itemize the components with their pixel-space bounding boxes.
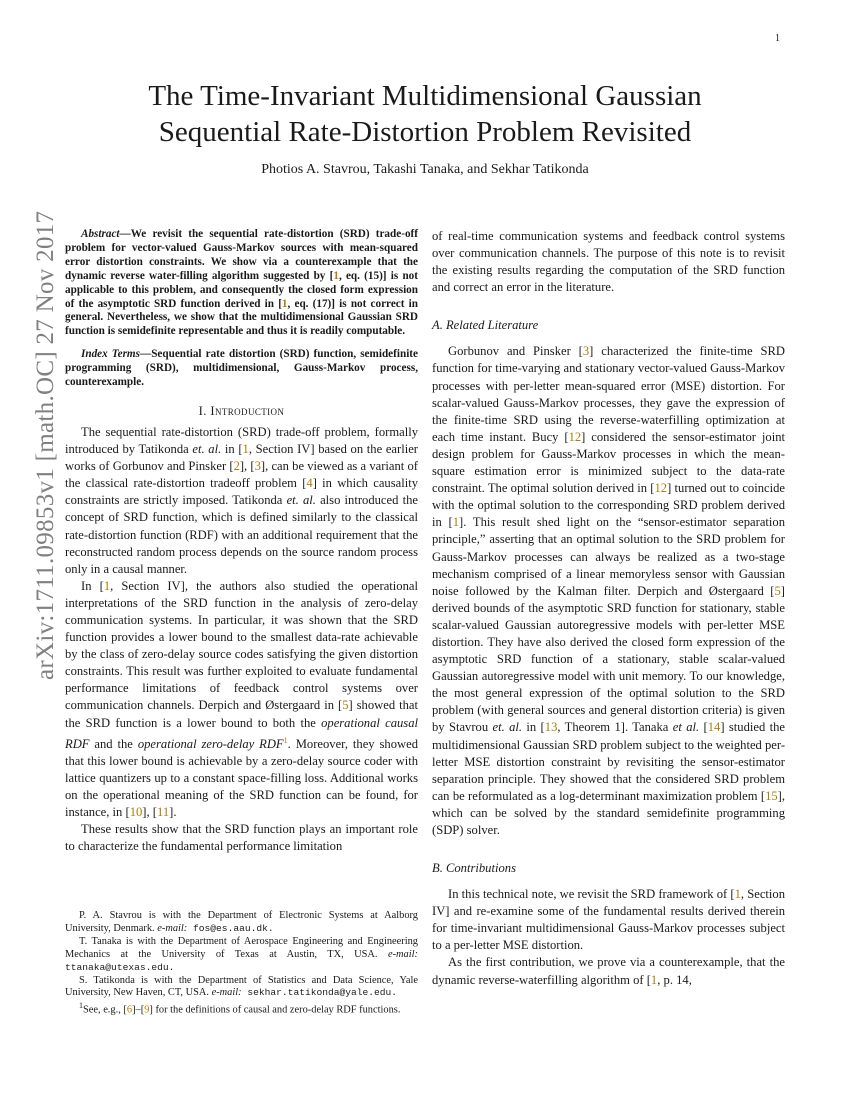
citation-link[interactable]: 13 xyxy=(544,720,558,735)
text-run: ], [ xyxy=(142,805,157,820)
text-run: ]. This result shed light on the “sensor-estimator separation principle,” asserting that an optimal solution to the SRD problem for Gauss-Markov processes can always be realized as a two-stage mechanism comprised of a linear memoryless sensor with Gaussian noise followed by the Kalman filter. Derpich and Østergaard [ xyxy=(432,515,786,598)
citation-link[interactable]: 5 xyxy=(342,698,349,713)
text-run: ] showed that the SRD function is a lower bound to both the xyxy=(65,698,418,730)
citation-link[interactable]: 4 xyxy=(306,476,313,491)
abstract-text: , eq. (17)] is not correct in general. Nevertheless, we show that the multidimensional Gaussian SRD function is semidefinite representable and thus it is readily computable. xyxy=(65,297,418,338)
contributions-paragraph-1 xyxy=(432,886,785,954)
emphasis: e-mail: xyxy=(211,987,242,999)
citation-link[interactable]: 6 xyxy=(126,1004,133,1016)
email-address: fos@es.aau.dk. xyxy=(187,922,274,934)
emphasis: et al. xyxy=(672,720,700,735)
text-run: The sequential rate-distortion (SRD) trade-off problem, formally introduced by Tatikonda xyxy=(65,424,418,457)
text-run: S. Tatikonda is with the Department of Statistics and Data Science, Yale University, New Haven, CT, USA. xyxy=(65,974,418,999)
footnote-affiliation-stavrou xyxy=(65,910,418,936)
subsection-title-contributions: B. Contributions xyxy=(432,861,516,876)
citation-link[interactable]: 14 xyxy=(707,720,721,735)
text-run: in [ xyxy=(221,442,243,457)
paper-title xyxy=(60,78,790,150)
index-terms xyxy=(65,348,418,390)
left-column xyxy=(65,228,418,856)
citation-link[interactable]: 3 xyxy=(582,344,590,359)
footnote-affiliation-tatikonda xyxy=(65,975,418,1001)
footnotes xyxy=(65,910,418,1018)
citation-link[interactable]: 3 xyxy=(254,459,261,474)
abstract-dash: — xyxy=(119,228,131,240)
citation-link[interactable]: 11 xyxy=(156,805,170,820)
text-run: As the first contribution, we prove via a counterexample, that the dynamic reverse-waterfilling algorithm of [ xyxy=(432,955,785,987)
text-run: also introduced the concept of SRD function, which is defined similarly to the classical rate-distortion function (RDF) with an additional requirement that the reconstructed random process depends on the source random process only in a causal manner. xyxy=(65,493,418,576)
citation-link[interactable]: 1 xyxy=(281,297,288,310)
text-run: ] in which causality constraints are strictly imposed. Tatikonda xyxy=(65,476,418,508)
citation-link[interactable]: 15 xyxy=(765,788,778,803)
intro-paragraph-3: These results show that the SRD function plays an important role to characterize the fundamental performance limitation xyxy=(65,822,418,854)
index-terms-text: —Sequential rate distortion (SRD) function, semidefinite programming (SRD), multidimensional, Gauss-Markov process, counterexample. xyxy=(65,348,418,389)
author-list: Photios A. Stavrou, Takashi Tanaka, and Sekhar Tatikonda xyxy=(261,162,589,177)
text-run: Gorbunov and Pinsker [ xyxy=(448,344,583,359)
citation-link[interactable]: 10 xyxy=(129,805,143,820)
text-run: ]–[ xyxy=(132,1004,145,1016)
text-run: ], can be viewed as a variant of the classical rate-distortion tradeoff problem [ xyxy=(65,459,418,491)
email-address: sekhar.tatikonda@yale.edu. xyxy=(241,987,398,999)
text-run: ] considered the sensor-estimator joint design problem for Gauss-Markov processes in which the mean-square estimation error is minimized subject to the data-rate constraint. The optimal solution derived in [ xyxy=(432,429,785,496)
emphasis: et. al. xyxy=(492,720,523,735)
citation-link[interactable]: 1 xyxy=(103,578,111,593)
text-run: T. Tanaka is with the Department of Aerospace Engineering and Engineering Mechanics at the University of Texas at Austin, TX, USA. xyxy=(65,935,418,960)
emphasis: operational causal RDF xyxy=(65,715,418,751)
citation-link[interactable]: 1 xyxy=(452,515,460,530)
citation-link[interactable]: 12 xyxy=(654,481,668,496)
text-run: ] for the definitions of causal and zero-delay RDF functions. xyxy=(149,1004,401,1016)
text-run: , Section IV] based on the earlier works of Gorbunov and Pinsker [ xyxy=(65,442,418,474)
intro-paragraph-2 xyxy=(65,578,418,822)
text-run: ] derived bounds of the asymptotic SRD function for stationary, stable scalar-valued Gaussian autoregressive models with per-letter MSE distortion. They have also derived the closed form expression of the asymptotic SRD function of a stationary, stable scalar-valued Gaussian autoregressive model with unit memory. To our knowledge, the most general expression of the optimal solution to the SRD problem (with general sources and general distortion criteria) is given by Stavrou xyxy=(432,583,785,735)
title-line-2: Sequential Rate-Distortion Problem Revisited xyxy=(158,116,692,148)
text-run: ], which can be solved by the standard semidefinite programming (SDP) solver. xyxy=(432,788,785,837)
abstract-lead: Abstract xyxy=(81,228,120,240)
text-run: in [ xyxy=(522,720,545,735)
text-run: See, e.g., [ xyxy=(83,1004,127,1016)
text-run: , Theorem 1]. Tanaka xyxy=(557,720,673,735)
citation-link[interactable]: 1 xyxy=(650,972,658,987)
citation-link[interactable]: 1 xyxy=(242,442,249,457)
text-run: , p. 14, xyxy=(657,972,692,987)
subsection-title-related-literature: A. Related Literature xyxy=(432,318,539,333)
text-run: , Section IV] and re-examine some of the fundamental results derived therein for time-invariant multidimensional Gauss-Markov processes subject to a per-letter MSE distortion. xyxy=(432,887,785,953)
page-number: 1 xyxy=(775,33,780,44)
title-line-1: The Time-Invariant Multidimensional Gaussian xyxy=(148,80,702,112)
text-run: , Section IV], the authors also studied the operational interpretations of the SRD function in the analysis of zero-delay communication systems. In particular, it was shown that the SRD function provides a lower bound to the smallest data-rate achievable by the class of zero-delay source codes satisfying the given distortion constraints. This result was further exploited to evaluate fundamental performance limitations of feedback control systems over communication channels. Derpich and Østergaard in [ xyxy=(65,578,418,713)
text-run: P. A. Stavrou is with the Department of Electronic Systems at Aalborg University, Denmark. xyxy=(65,910,418,934)
citation-link[interactable]: 9 xyxy=(144,1004,150,1016)
footnote-marker: 1 xyxy=(79,1001,83,1011)
citation-link[interactable]: 2 xyxy=(233,459,240,474)
citation-link[interactable]: 5 xyxy=(774,583,781,598)
citation-link[interactable]: 1 xyxy=(734,887,741,902)
text-run: In [ xyxy=(81,578,104,593)
text-run: . Moreover, they showed that this lower bound is achievable by a zero-delay source coder with lattice quantizers up to a constant space-filling loss. Additional works on the operational meaning of the SRD function can be found, for instance, in [ xyxy=(65,736,419,820)
arxiv-side-stamp: arXiv:1711.09853v1 [math.OC] 27 Nov 2017 xyxy=(32,210,59,680)
text-run: ]. xyxy=(169,805,177,820)
text-run: [ xyxy=(699,720,708,735)
emphasis: operational zero-delay RDF xyxy=(137,736,284,751)
citation-link[interactable]: 1 xyxy=(333,269,339,282)
citation-link[interactable]: 12 xyxy=(568,429,582,444)
abstract xyxy=(65,228,418,339)
contributions-paragraph-2 xyxy=(432,954,785,988)
emphasis: e-mail: xyxy=(387,948,418,960)
abstract-text: We revisit the sequential rate-distortion (SRD) trade-off problem for vector-valued Gauss-Markov sources with mean-squared error distortion constraints. We show via a counterexample that the dynamic reverse water-filling algorithm suggested by [ xyxy=(65,228,418,282)
related-literature-paragraph xyxy=(432,343,785,839)
index-terms-lead: Index Terms xyxy=(81,348,140,361)
abstract-text: , eq. (15)] is not applicable to this problem, and consequently the closed form expression of the asymptotic SRD function derived in [ xyxy=(65,269,418,310)
text-run: ] studied the multidimensional Gaussian SRD problem subject to the weighted per-letter MSE distortion constraint by revisiting the sensor-estimator separation principle. They showed that the considered SRD problem can be reformulated as a log-determinant maximization problem [ xyxy=(432,720,786,803)
text-run: ] turned out to coincide with the optimal solution to the corresponding SRD problem derived in [ xyxy=(432,481,785,530)
section-title-introduction: I. Introduction xyxy=(198,403,285,418)
text-run: ], [ xyxy=(239,459,255,474)
emphasis: et. al. xyxy=(192,442,222,457)
right-column xyxy=(432,228,785,989)
text-run: In this technical note, we revisit the SRD framework of [ xyxy=(448,887,735,902)
footnote-marker[interactable]: 1 xyxy=(283,735,288,745)
emphasis: e-mail: xyxy=(157,922,188,934)
footnote-1 xyxy=(65,1000,418,1017)
emphasis: et. al. xyxy=(286,493,316,508)
email-address: ttanaka@utexas.edu. xyxy=(65,961,175,973)
footnote-affiliation-tanaka xyxy=(65,936,418,975)
intro-paragraph-1 xyxy=(65,424,418,578)
text-run: and the xyxy=(89,736,138,751)
text-run: ] characterized the finite-time SRD function for time-varying and stationary vector-valued Gauss-Markov processes with per-letter mean-squared error (MSE) distortion. For scalar-valued Gauss-Markov processes, they gave the expression of the finite-time SRD using the reverse-waterfilling optimization at each time instant. Bucy [ xyxy=(432,344,785,444)
right-paragraph-continuation: of real-time communication systems and feedback control systems over communication channels. The purpose of this note is to revisit the existing results regarding the computation of the SRD function and correct an error in the literature. xyxy=(432,229,785,295)
